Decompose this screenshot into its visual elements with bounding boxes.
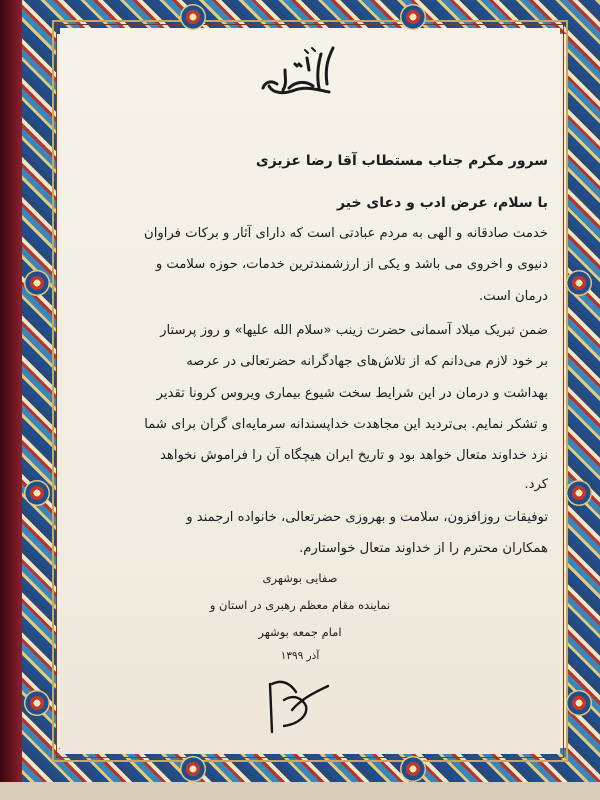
frame-rosette-icon [24,690,50,716]
frame-rosette-icon [24,480,50,506]
paragraph-2-line: نزد خداوند متعال خواهد بود و تاریخ ایران هیچگاه آن را فراموش نخواهد [159,448,548,463]
signatory-role: امام جمعه بوشهر [258,625,342,639]
frame-rosette-icon [24,270,50,296]
paragraph-3-line: توفیقات روزافزون، سلامت و بهروزی حضرتعالی، خانواده ارجمند و [186,510,548,525]
background-fabric [0,0,22,800]
paragraph-2-line: ضمن تبریک میلاد آسمانی حضرت زینب «سلام الله علیها» و روز پرستار [160,323,548,338]
handwritten-signature [262,672,336,738]
addressee: سرور مکرم جناب مستطاب آقا رضا عزیزی [255,153,548,169]
signatory-title: نماینده مقام معظم رهبری در استان و [209,598,391,612]
paragraph-1-line: دنیوی و اخروی می باشد و یکی از ارزشمندترین خدمات، حوزه سلامت و [155,257,548,272]
frame-rosette-icon [566,480,592,506]
paragraph-2-line: بر خود لازم می‌دانم که از تلاش‌های جهادگرانه حضرتعالی در عرصه [186,354,548,369]
frame-rosette-icon [566,270,592,296]
signatory-name: صفایی بوشهری [262,571,338,585]
paragraph-2-line: کرد. [524,477,548,492]
paragraph-2-line: بهداشت و درمان در این شرایط سخت شیوع بیماری ویروس کرونا تقدیر [156,386,548,401]
paragraph-3-line: همکاران محترم را از خداوند متعال خواستارم. [299,541,548,556]
paragraph-1-line: درمان است. [478,289,548,304]
paragraph-2-line: و تشکر نمایم. بی‌تردید این مجاهدت خداپسندانه سرمایه‌ای گران برای شما [144,417,548,432]
paragraph-1-line: خدمت صادقانه و الهی به مردم عبادتی است که دارای آثار و برکات فراوان [144,226,548,241]
letter-date: آذر ۱۳۹۹ [280,650,320,662]
greeting: با سلام، عرض ادب و دعای خیر [337,195,548,211]
frame-rosette-icon [566,690,592,716]
